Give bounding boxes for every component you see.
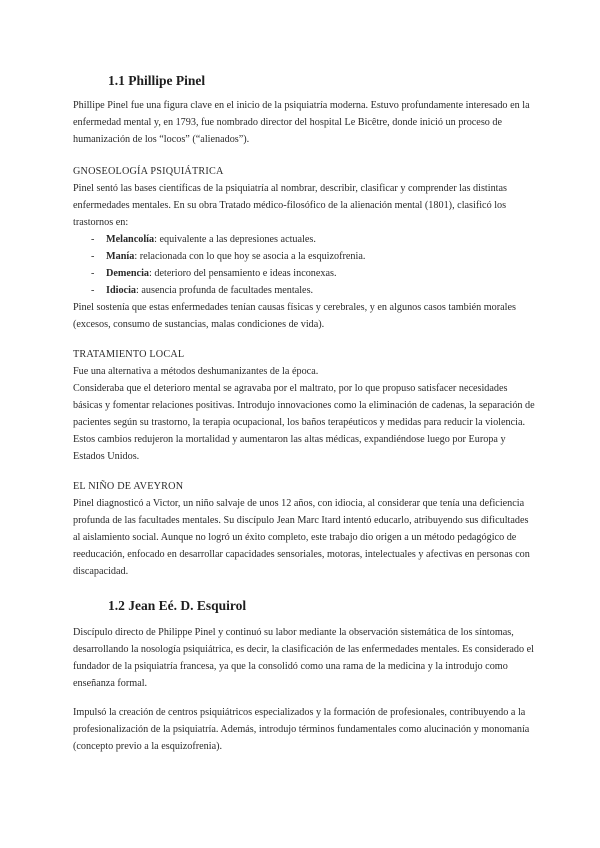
- disorder-list: [73, 231, 535, 299]
- gnoseologia-heading: GNOSEOLOGÍA PSIQUIÁTRICA: [73, 166, 224, 177]
- disorder-term: Melancolía: [106, 234, 155, 245]
- section-heading-pinel: 1.1 Phillipe Pinel: [108, 73, 206, 88]
- esquirol-block: [73, 624, 535, 755]
- gnoseologia-paragraph: Pinel sentó las bases científicas de la psiquiatría al nombrar, describir, clasificar y comprender las distintas enfermedades mentales. En su obra Tratado médico-filosófico de la alienación mental (1801), clasificó los trastornos en:: [73, 183, 507, 228]
- disorder-description: : relacionada con lo que hoy se asocia a la esquizofrenia.: [134, 251, 366, 262]
- section-heading-esquirol: 1.2 Jean Eé. D. Esquirol: [108, 598, 247, 613]
- gnoseologia-block: [73, 163, 535, 333]
- disorder-term: Demencia: [106, 268, 149, 279]
- tratamiento-block: [73, 346, 535, 465]
- esquirol-paragraph-1: Discípulo directo de Philippe Pinel y continuó su labor mediante la observación sistemática de los síntomas, desarrollando la nosología psiquiátrica, es decir, la clasificación de las enfermedades mentales. Es considerado el fundador de la psiquiatría francesa, ya que la consolidó como una rama de la medicina y la introdujo como enseñanza formal.: [73, 627, 534, 689]
- disorder-term: Manía: [106, 251, 135, 262]
- tratamiento-paragraph: Consideraba que el deterioro mental se agravaba por el maltrato, por lo que propuso satisfacer necesidades básicas y fomentar relaciones positivas. Introdujo innovaciones como la eliminación de cadenas, la separación de pacientes según su trastorno, la terapia ocupacional, los baños terapéuticos y medidas para reducir la violencia. Estos cambios redujeron la mortalidad y aumentaron las altas médicas, expandiéndose luego por Europa y Estados Unidos.: [73, 383, 535, 462]
- disorder-description: : deterioro del pensamiento e ideas inconexas.: [149, 268, 337, 279]
- pinel-intro-paragraph: Phillipe Pinel fue una figura clave en el inicio de la psiquiatría moderna. Estuvo profundamente interesado en la enfermedad mental y, en 1793, fue nombrado director del hospital Le Bicêtre, donde inició un proceso de humanización de los “locos” (“alienados”).: [73, 100, 530, 145]
- list-item: [73, 248, 535, 265]
- esquirol-paragraph-2: Impulsó la creación de centros psiquiátricos especializados y la formación de profesionales, contribuyendo a la profesionalización de la psiquiatría. Además, introdujo términos fundamentales como alucinación y monomanía (concepto previo a la esquizofrenia).: [73, 707, 530, 752]
- gnoseologia-closing-paragraph: Pinel sostenía que estas enfermedades tenían causas físicas y cerebrales, y en algunos casos también morales (excesos, consumo de sustancias, malas condiciones de vida).: [73, 302, 517, 330]
- disorder-description: : equivalente a las depresiones actuales.: [154, 234, 316, 245]
- list-item: [73, 231, 535, 248]
- disorder-term: Idiocia: [106, 285, 137, 296]
- aveyron-heading: EL NIÑO DE AVEYRON: [73, 481, 184, 492]
- aveyron-paragraph: Pinel diagnosticó a Victor, un niño salvaje de unos 12 años, con idiocia, al considerar que tenía una deficiencia profunda de las facultades mentales. Su discípulo Jean Marc Itard intentó educarlo, atribuyendo sus dificultades al aislamiento social. Aunque no logró un éxito completo, este trabajo dio origen a un método pedagógico de reeducación, enfocado en desarrollar capacidades sensoriales, motoras, intelectuales y afectivas en personas con discapacidad.: [73, 498, 530, 577]
- tratamiento-intro-line: Fue una alternativa a métodos deshumanizantes de la época.: [73, 366, 319, 377]
- tratamiento-heading: TRATAMIENTO LOCAL: [73, 349, 185, 360]
- aveyron-block: [73, 478, 535, 580]
- pinel-intro-block: [73, 97, 535, 148]
- list-item: [73, 265, 535, 282]
- disorder-description: : ausencia profunda de facultades mentales.: [136, 285, 314, 296]
- paragraph-spacer: [73, 692, 535, 704]
- list-item: [73, 282, 535, 299]
